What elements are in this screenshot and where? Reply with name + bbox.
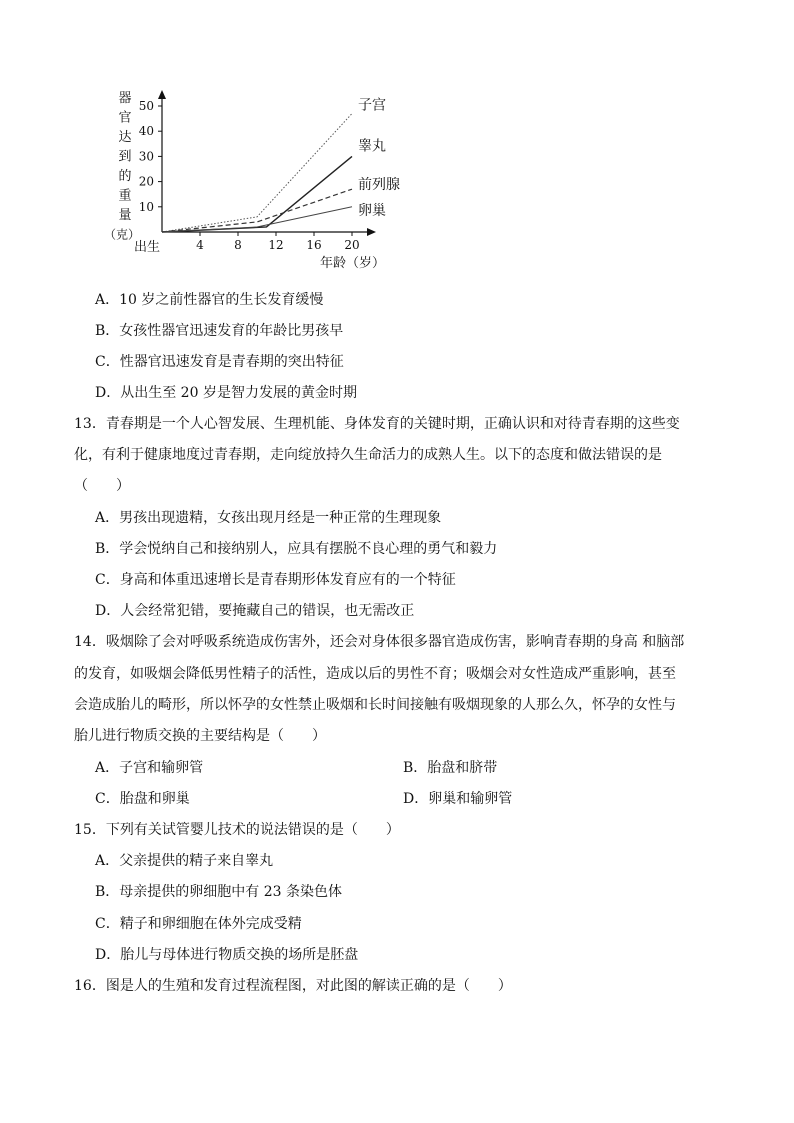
y-tick-label: 30 [138,149,154,164]
q14-stem-line: 胎儿进行物质交换的主要结构是（ ） [74,728,326,744]
x-tick-label: 16 [306,238,322,252]
series-line-1 [162,114,352,232]
q15-option-a[interactable]: A．父亲提供的精子来自睾丸 [95,853,274,869]
x-axis-label: 年龄（岁） [320,256,386,271]
y-axis-label-char: 到 [118,149,132,165]
q13-option-b[interactable]: B．学会悦纳自己和接纳别人，应具有摆脱不良心理的勇气和毅力 [95,541,498,557]
series-line-2 [162,156,352,232]
q12-option-d[interactable]: D．从出生至 20 岁是智力发展的黄金时期 [95,385,357,401]
y-tick-label: 20 [138,174,154,189]
q13-stem-line: 13．青春期是一个人心智发展、生理机能、身体发育的关键时期，正确认识和对待青春期的这些变 [74,416,680,432]
x-tick-label: 8 [234,238,242,252]
q14-stem-line: 会造成胎儿的畸形，所以怀孕的女性禁止吸烟和长时间接触有吸烟现象的人那么久，怀孕的女性与 [74,697,676,713]
y-axis-label-char: 达 [118,130,132,145]
q15-option-b[interactable]: B．母亲提供的卵细胞中有 23 条染色体 [95,884,343,900]
series-line-4 [162,207,352,232]
q15-option-d[interactable]: D．胎儿与母体进行物质交换的场所是胚盘 [95,947,359,963]
series-line-3 [162,189,352,232]
q13-stem-line: （ ） [74,478,130,494]
q14-stem-line: 14．吸烟除了会对呼吸系统造成伤害外，还会对身体很多器官造成伤害，影响青春期的身高 和脑部 [74,634,685,650]
q15-option-c[interactable]: C．精子和卵细胞在体外完成受精 [95,916,302,932]
series-label: 睾丸 [358,138,386,155]
y-axis-label-char: 官 [118,110,132,126]
series-label: 卵巢 [358,202,386,219]
series-label: 前列腺 [358,177,400,194]
y-axis-label-char: 器 [118,91,132,106]
q15-stem: 15．下列有关试管婴儿技术的说法错误的是（ ） [74,822,400,838]
x-tick-label: 20 [344,238,360,252]
y-axis-label-char: （克） [103,227,141,242]
series-label: 子宫 [358,97,386,114]
q14-option-b[interactable]: B．胎盘和脐带 [403,760,498,776]
origin-label: 出生 [133,240,160,255]
q13-stem-line: 化，有利于健康地度过青春期，走向绽放持久生命活力的成熟人生。以下的态度和做法错误的是 [74,447,662,463]
y-tick-label: 40 [138,124,154,139]
q12-option-a[interactable]: A．10 岁之前性器官的生长发育缓慢 [95,292,324,308]
q13-option-a[interactable]: A．男孩出现遗精，女孩出现月经是一种正常的生理现象 [95,510,442,526]
q14-stem-line: 的发育，如吸烟会降低男性精子的活性，造成以后的男性不育；吸烟会对女性造成严重影响，甚至 [74,666,676,682]
x-tick-label: 4 [196,238,204,252]
q14-option-c[interactable]: C．胎盘和卵巢 [95,791,190,807]
organ-weight-chart [100,82,400,277]
y-axis-label-char: 重 [118,188,132,204]
q12-option-b[interactable]: B．女孩性器官迅速发育的年龄比男孩早 [95,323,344,339]
q13-option-d[interactable]: D．人会经常犯错，要掩藏自己的错误，也无需改正 [95,603,415,619]
chart-canvas [100,82,400,277]
y-tick-label: 50 [138,99,154,113]
x-axis-arrow [367,228,376,236]
y-axis-arrow [158,90,166,99]
y-axis-label-char: 的 [118,169,132,184]
q16-stem: 16．图是人的生殖和发育过程流程图，对此图的解读正确的是（ ） [74,978,512,994]
y-tick-label: 10 [138,199,154,214]
q12-option-c[interactable]: C．性器官迅速发育是青春期的突出特征 [95,354,344,370]
q14-option-d[interactable]: D．卵巢和输卵管 [403,791,513,807]
q13-option-c[interactable]: C．身高和体重迅速增长是青春期形体发育应有的一个特征 [95,572,456,588]
q14-option-a[interactable]: A．子宫和输卵管 [95,760,204,776]
y-axis-label-char: 量 [118,208,132,223]
x-tick-label: 12 [268,238,284,252]
